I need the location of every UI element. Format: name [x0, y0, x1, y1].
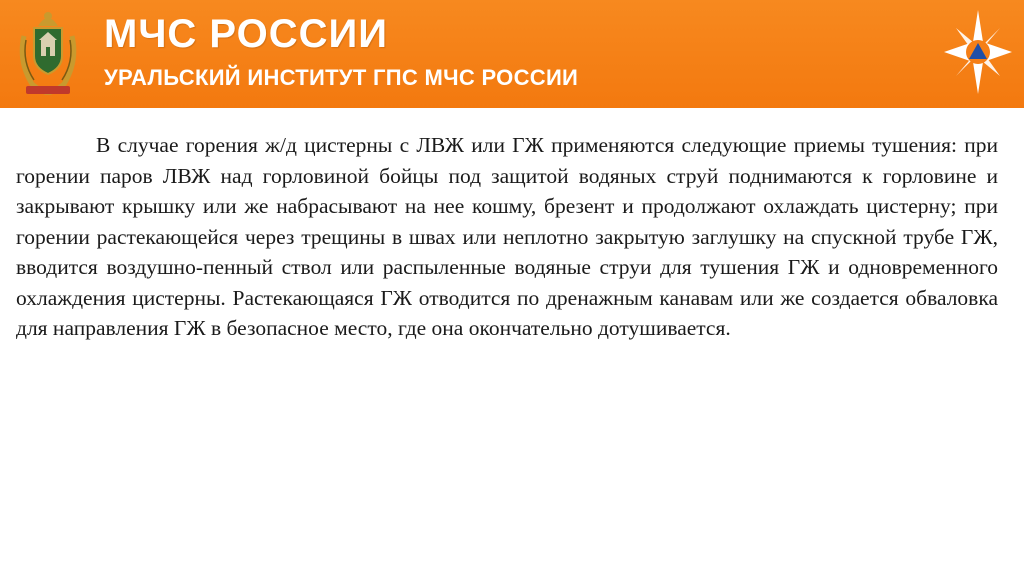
page-title: МЧС РОССИИ [104, 12, 388, 56]
header-banner [0, 0, 1024, 108]
body-paragraph: В случае горения ж/д цистерны с ЛВЖ или ГЖ применяются следующие приемы тушения: при горении паров ЛВЖ над горловиной бойцы под защитой водяных струй поднимаются к горловине и закрывают крышку или же набрасывают на нее кошму, брезент и продолжают охлаждать цистерну; при горении растекающейся через трещины в швах или неплотно закрытую заглушку на спускной трубе ГЖ, вводится воздушно-пенный ствол или распыленные водяные струи для тушения ГЖ и одновременного охлаждения цистерны. Растекающаяся ГЖ отводится по дренажным канавам или же создается обваловка для направления ГЖ в безопасное место, где она окончательно дотушивается. [16, 133, 998, 340]
fire-service-emblem-icon [14, 6, 82, 96]
emercom-star-icon [942, 10, 1014, 94]
institute-subtitle: УРАЛЬСКИЙ ИНСТИТУТ ГПС МЧС РОССИИ [104, 65, 579, 90]
